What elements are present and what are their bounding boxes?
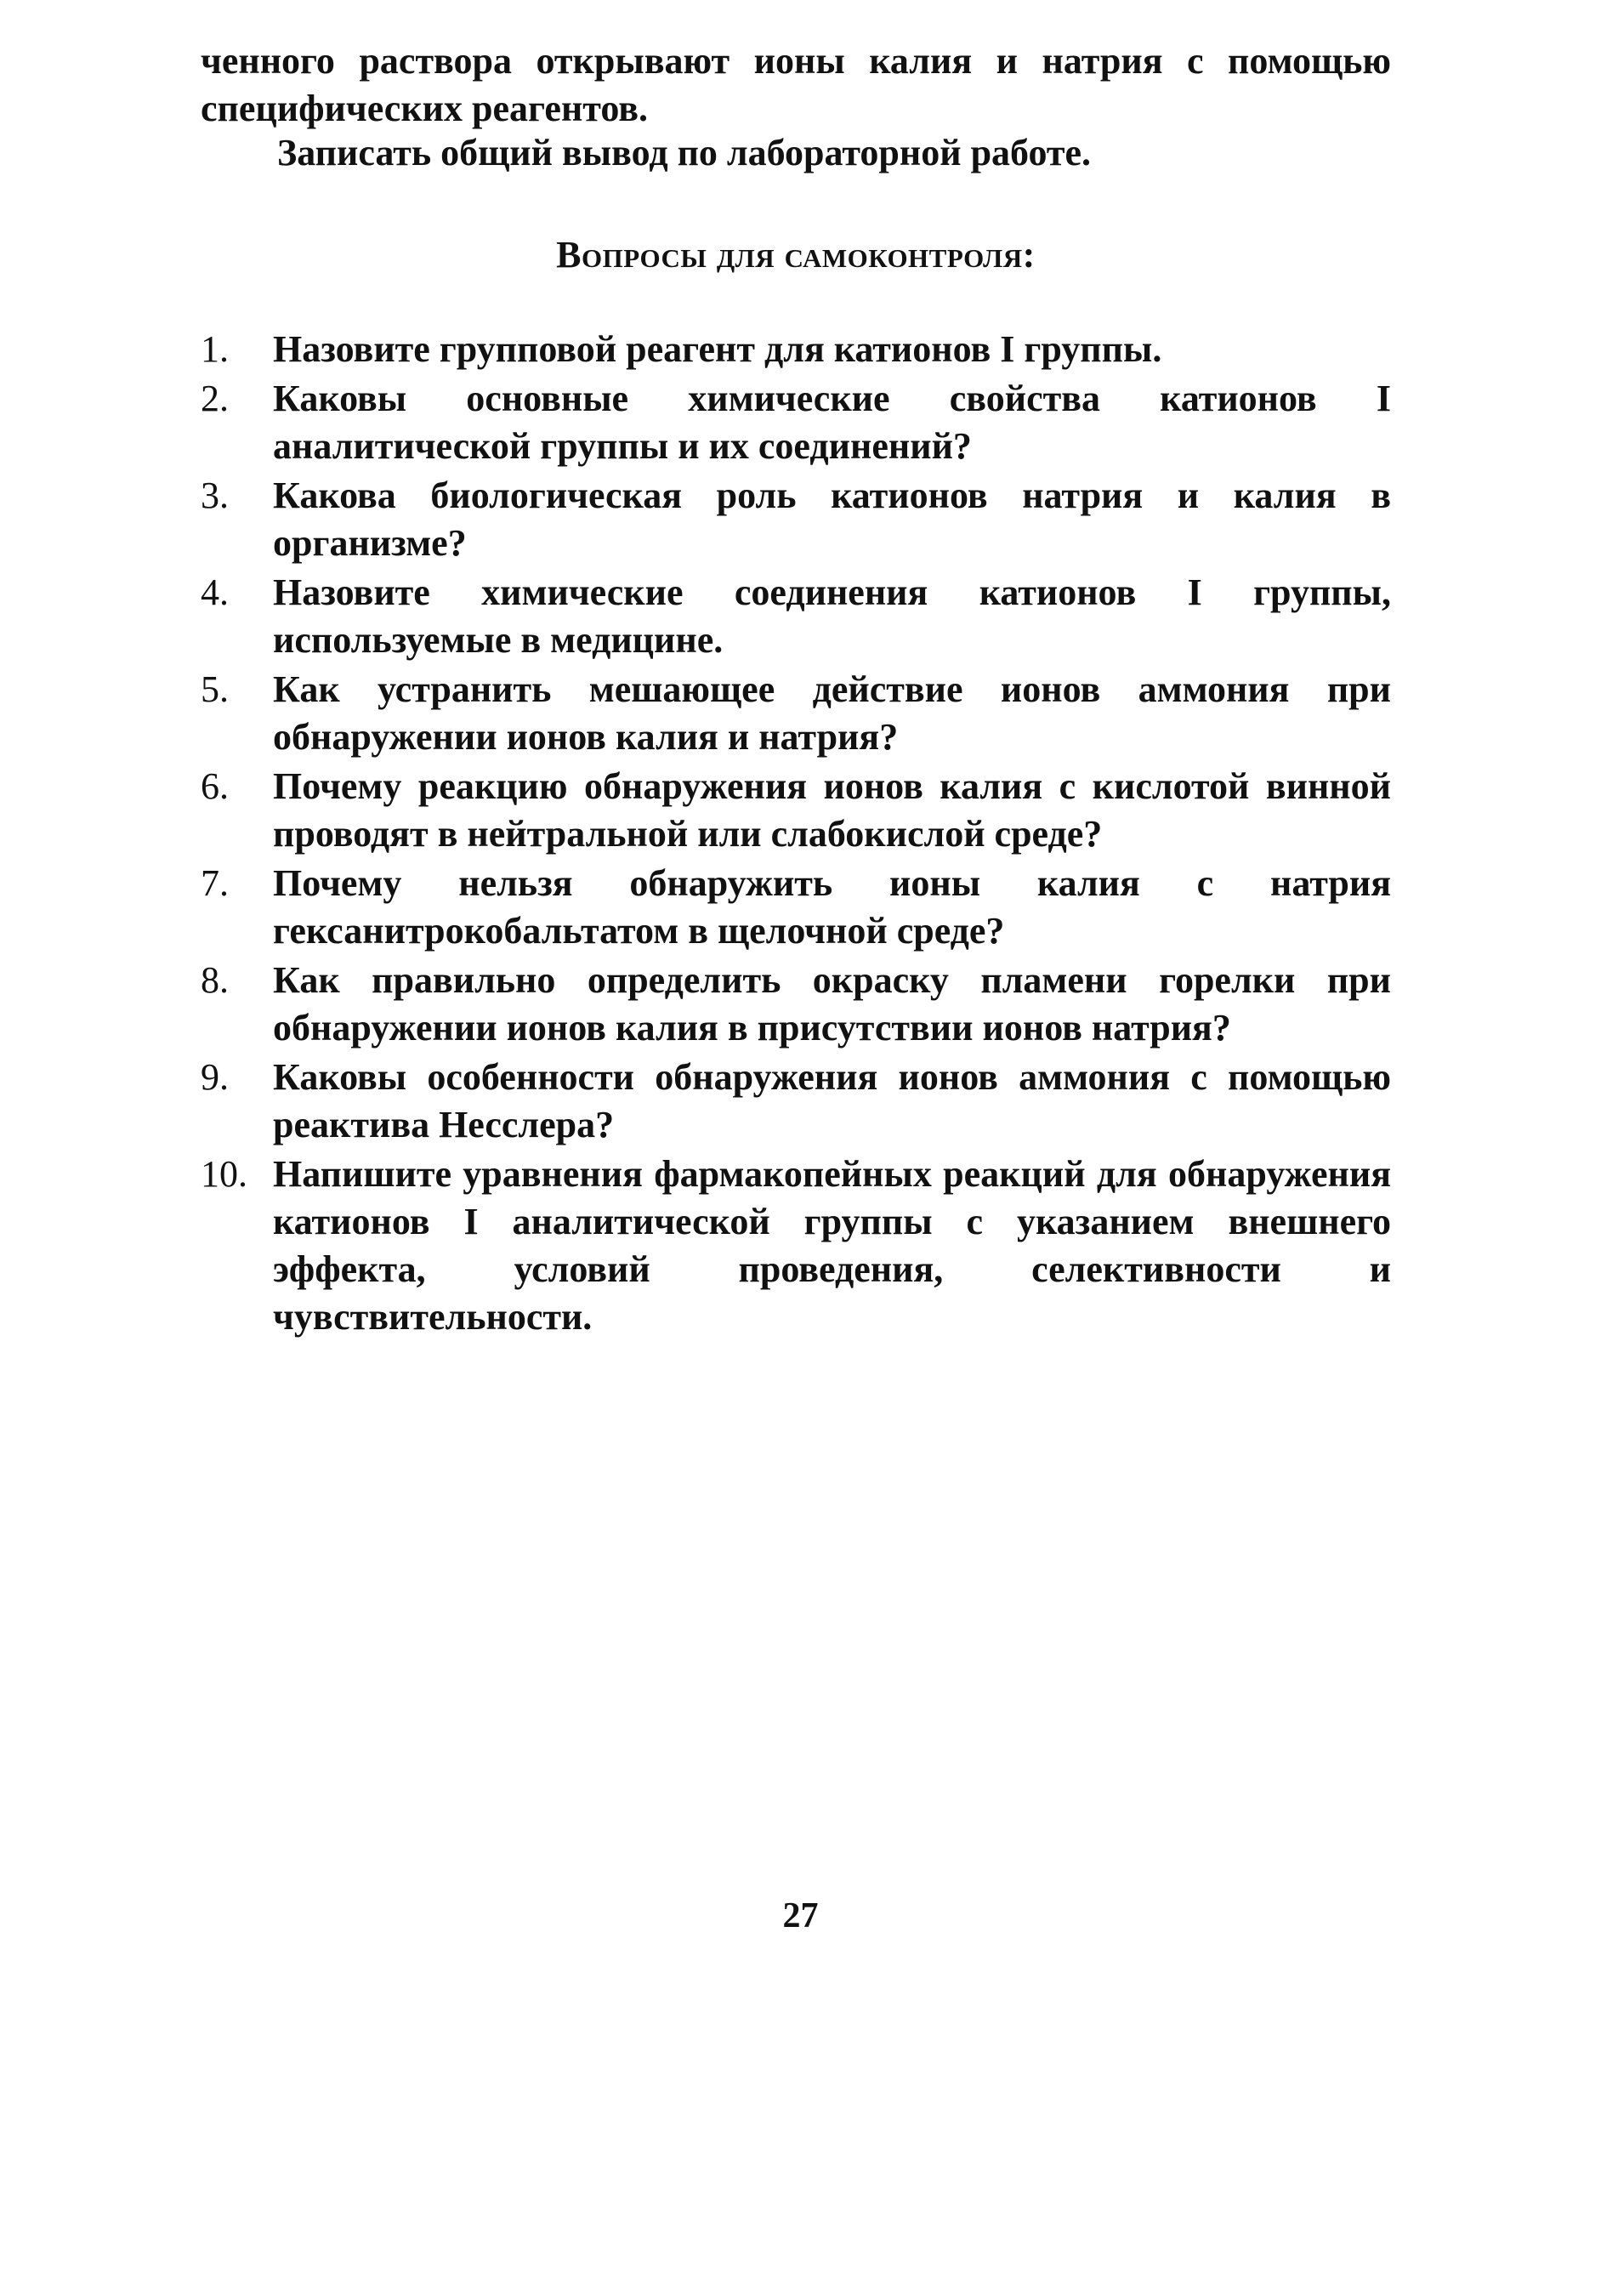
page-number: 27: [782, 1896, 819, 1935]
question-text: Назовите химические соединения катионов I группы, используемые в медицине.: [273, 571, 1391, 661]
questions-list: [201, 326, 1391, 1343]
question-text: Почему реакцию обнаружения ионов калия с кислотой винной проводят в нейтральной или слабокислой среде?: [273, 765, 1391, 855]
list-item: [201, 860, 1391, 955]
question-number: 7.: [201, 862, 229, 904]
list-item: [201, 1151, 1391, 1341]
question-number: 8.: [201, 959, 229, 1001]
question-text: Каковы основные химические свойства катионов I аналитической группы и их соединений?: [273, 378, 1391, 467]
question-text: Как устранить мешающее действие ионов аммония при обнаружении ионов калия и натрия?: [273, 668, 1391, 758]
list-item: [201, 957, 1391, 1052]
list-item: [201, 1054, 1391, 1149]
list-item: [201, 666, 1391, 761]
intro-paragraph: ченного раствора открывают ионы калия и натрия с помощью специфических реагентов.: [201, 40, 1391, 129]
list-item: [201, 569, 1391, 664]
list-item: [201, 375, 1391, 470]
question-number: 3.: [201, 475, 229, 516]
conclusion-paragraph: Записать общий вывод по лабораторной работе.: [277, 132, 1092, 173]
question-number: 4.: [201, 571, 229, 613]
question-number: 1.: [201, 328, 229, 370]
question-text: Почему нельзя обнаружить ионы калия с натрия гексанитрокобальтатом в щелочной среде?: [273, 862, 1391, 952]
question-number: 10.: [201, 1153, 247, 1195]
question-text: Назовите групповой реагент для катионов I группы.: [273, 328, 1162, 370]
question-text: Как правильно определить окраску пламени горелки при обнаружении ионов калия в присутствии ионов натрия?: [273, 959, 1391, 1049]
question-text: Каковы особенности обнаружения ионов аммония с помощью реактива Несслера?: [273, 1056, 1391, 1145]
question-number: 5.: [201, 668, 229, 710]
question-number: 2.: [201, 378, 229, 419]
list-item: [201, 763, 1391, 858]
question-number: 6.: [201, 765, 229, 807]
question-number: 9.: [201, 1056, 229, 1098]
question-text: Какова биологическая роль катионов натрия и калия в организме?: [273, 475, 1391, 564]
question-text: Напишите уравнения фармакопейных реакций для обнаружения катионов I аналитической группы с указанием внешнего эффекта, условий проведения, селективности и чувствительности.: [273, 1153, 1391, 1338]
list-item: [201, 326, 1391, 373]
list-item: [201, 472, 1391, 567]
section-heading: Вопросы для самоконтроля:: [556, 234, 1036, 276]
